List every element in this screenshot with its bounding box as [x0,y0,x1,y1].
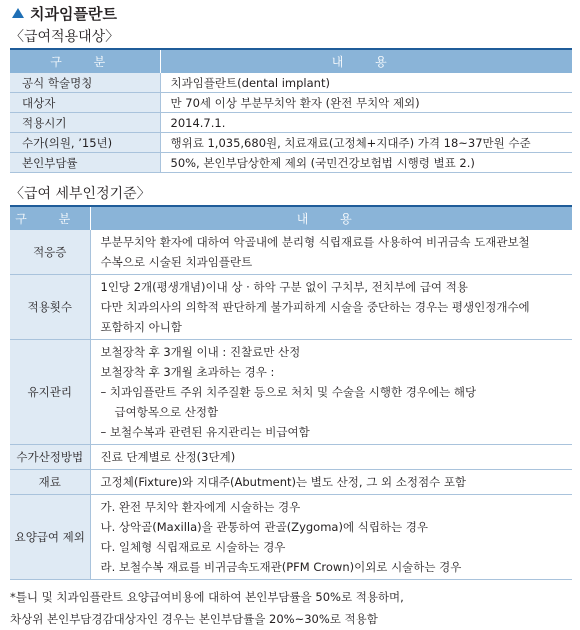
text-line: 고정체(Fixture)와 지대주(Abutment)는 별도 산정, 그 외 소정점수 포함 [100,475,467,489]
header-content: 내 용 [160,49,572,73]
row-value [90,445,572,470]
document [10,0,572,630]
text-line: 다만 치과의사의 의학적 판단하게 불가피하게 시술을 중단하는 경우는 평생인정개수에 [100,300,530,314]
table-row [10,495,572,580]
row-label: 수가산정방법 [10,445,90,470]
criteria-table [10,205,572,580]
table-row [10,73,572,93]
table-header [10,206,572,230]
row-value: 치과임플란트(dental implant) [160,73,572,93]
heading-row [10,2,572,24]
header-category: 구 분 [10,49,160,73]
row-value [90,495,572,580]
text-line: 가. 완전 무치악 환자에게 시술하는 경우 [100,500,301,514]
table-row [10,445,572,470]
table-row [10,153,572,173]
text-line: 나. 상악골(Maxilla)을 관통하여 관골(Zygoma)에 식립하는 경우 [100,520,429,534]
footnote-line: *틀니 및 치과임플란트 요양급여비용에 대하여 본인부담률을 50%로 적용하며, [10,590,404,604]
row-value: 만 70세 이상 부분무치악 환자 (완전 무치악 제외) [160,93,572,113]
row-label: 수가(의원, ’15년) [10,133,160,153]
row-label: 적용시기 [10,113,160,133]
row-value [90,470,572,495]
row-label: 적응증 [10,230,90,275]
section2-title: 〈급여 세부인정기준〉 [10,186,151,202]
text-line: 보철장착 후 3개월 이내 : 진찰료만 산정 [100,345,301,359]
row-label: 대상자 [10,93,160,113]
header-category: 구 분 [10,206,90,230]
row-label: 공식 학술명칭 [10,73,160,93]
table-header [10,49,572,73]
text-line: 급여항목으로 산정함 [114,405,219,419]
text-line: – 보철수복과 관련된 유지관리는 비급여함 [100,425,310,439]
triangle-bullet-icon [12,8,24,18]
table-row [10,470,572,495]
text-line: 1인당 2개(평생개념)이내 상 · 하악 구분 없이 구치부, 전치부에 급여 적용 [100,280,468,294]
text-line: 보철장착 후 3개월 초과하는 경우 : [100,365,275,379]
footnote [10,586,572,630]
row-value: 2014.7.1. [160,113,572,133]
table-row [10,93,572,113]
table-row [10,275,572,340]
row-label: 본인부담률 [10,153,160,173]
table-row [10,113,572,133]
row-label: 적용횟수 [10,275,90,340]
row-label: 유지관리 [10,340,90,445]
row-value [90,230,572,275]
text-line: 진료 단계별로 산정(3단계) [100,450,236,464]
page-title: 치과임플란트 [30,4,117,23]
text-line: 라. 보철수복 재료를 비귀금속도재관(PFM Crown)이외로 시술하는 경우 [100,560,462,574]
coverage-table [10,48,572,173]
row-label: 요양급여 제외 [10,495,90,580]
section1-title: 〈급여적용대상〉 [10,29,120,45]
footnote-line: 차상위 본인부담경감대상자인 경우는 본인부담률을 20%~30%로 적용함 [10,612,378,626]
row-value: 50%, 본인부담상한제 제외 (국민건강보험법 시행령 별표 2.) [160,153,572,173]
text-line: 포함하지 아니함 [100,320,182,334]
row-label: 재료 [10,470,90,495]
header-content: 내 용 [90,206,572,230]
table-row [10,340,572,445]
text-line: – 치과임플란트 주위 치주질환 등으로 처치 및 수술을 시행한 경우에는 해당 [100,385,477,399]
row-value: 행위료 1,035,680원, 치료재료(고정체+지대주) 가격 18~37만원 수준 [160,133,572,153]
row-value [90,340,572,445]
text-line: 다. 일체형 식립재료로 시술하는 경우 [100,540,286,554]
text-line: 부분무치악 환자에 대하여 악골내에 분리형 식립재료를 사용하여 비귀금속 도재관보철 [100,235,530,249]
table-row [10,133,572,153]
table-row [10,230,572,275]
row-value [90,275,572,340]
text-line: 수복으로 시술된 치과임플란트 [100,255,253,269]
